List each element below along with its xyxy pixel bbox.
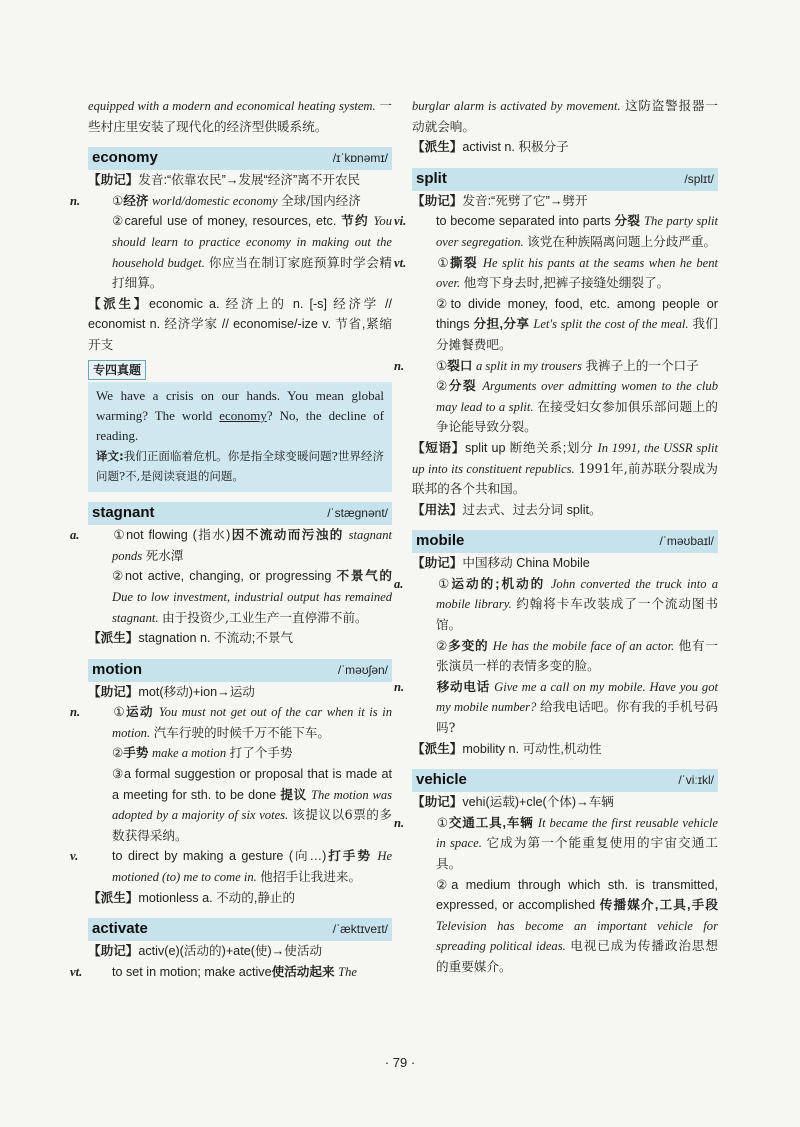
sense: ②分裂 Arguments over admitting women to the club may lead to a split. 在接受妇女参加俱乐部问题上的争论能导致分裂。 (436, 379, 719, 435)
exam-text: We have a crisis on our hands. You mean global warming? The world economy? No, the decline of reading. 译文:我们正面临着危机。你是指全球变暖问题?世界经济问题?不,是阅读衰退的问题。 (88, 382, 392, 492)
headword: stagnant (92, 504, 155, 522)
headword-bar (412, 530, 718, 553)
headword: mobile (416, 532, 465, 550)
entry-split (394, 168, 719, 521)
headword-bar (412, 168, 718, 191)
sense: ②not active, changing, or progressing 不景气的 Due to low investment, industrial output has remained stagnant. 由于投资少,工业生产一直停滞不前。 (112, 569, 393, 625)
headword-bar (88, 502, 392, 525)
derivatives: 【派生】economic a. 经济上的 n. [-s] 经济学 // economist n. 经济学家 // economise/-ize v. 节省,紧缩开支 (88, 296, 392, 352)
derivatives: 【派生】motionless a. 不动的,静止的 (88, 890, 296, 905)
phonetic: /ˈməʊʃən/ (337, 662, 388, 677)
entry-mobile (394, 530, 719, 759)
headword: economy (92, 149, 158, 167)
headword-bar (88, 147, 392, 170)
headword: vehicle (416, 771, 467, 789)
continued-example: equipped with a modern and economical heating system. 一些村庄里安装了现代化的经济型供暖系统。 (88, 98, 393, 134)
headword: split (416, 169, 447, 187)
mnemonic: 【助记】vehi(运载)+cle(个体)→车辆 (412, 795, 614, 810)
phonetic: /ˈæktɪveɪt/ (332, 922, 388, 937)
sense: n. ①交通工具,车辆 It became the first reusable vehicle in space. 它成为第一个能重复使用的宇宙交通工具。 (394, 815, 719, 871)
sense: vt. to set in motion; make active使活动起来 The (70, 964, 357, 979)
sense: a. ①not flowing (指水)因不流动而污浊的 stagnant ponds 死水潭 (70, 528, 393, 563)
phonetic: /ɪˈkɒnəmɪ/ (332, 151, 388, 166)
headword: activate (92, 920, 148, 938)
exam-box (88, 360, 392, 493)
mnemonic: 【助记】中国移动 China Mobile (412, 556, 590, 571)
derivatives: 【派生】activist n. 积极分子 (412, 140, 569, 155)
headword-bar (88, 659, 392, 682)
sense: ③a formal suggestion or proposal that is made at a meeting for sth. to be done 提议 The motion was adopted by a majority of six votes. 该提议以6票的多数获得采纳。 (112, 767, 393, 843)
headword-bar (88, 918, 392, 941)
sense: ②to divide money, food, etc. among people or things 分担,分享 Let's split the cost of the meal. 我们分摊餐费吧。 (436, 296, 719, 352)
sense: vi. to become separated into parts 分裂 The party split over segregation. 该党在种族隔离问题上分歧严重。 (394, 214, 719, 249)
sense: vt. ①撕裂 He split his pants at the seams when he bent over. 他弯下身去时,把裤子接缝处绷裂了。 (394, 255, 718, 291)
phonetic: /ˈməʊbaɪl/ (659, 534, 714, 549)
sense: ②手势 make a motion 打了个手势 (112, 745, 293, 761)
sense: ②多变的 He has the mobile face of an actor. 他有一张演员一样的表情多变的脸。 (436, 637, 719, 674)
phonetic: /ˈstæɡnənt/ (327, 506, 388, 521)
sense: n. ①裂口 a split in my trousers 我裤子上的一个口子 (394, 357, 699, 373)
phonetic: /ˈviːɪkl/ (678, 773, 714, 788)
derivatives: 【派生】stagnation n. 不流动;不景气 (88, 631, 294, 646)
right-column (394, 96, 719, 978)
usage: 【用法】过去式、过去分词 split。 (412, 502, 602, 517)
entry-vehicle (394, 769, 719, 977)
entry-economy (70, 147, 393, 492)
entry-stagnant (70, 502, 393, 649)
sense: ②a medium through which sth. is transmitted, expressed, or accomplished 传播媒介,工具,手段 Television has become an important vehicle for spreading political ideas. 电视已成为传播政治思想的重要媒介。 (436, 877, 719, 974)
mnemonic: 【助记】发音:“依靠农民”→发展“经济”离不开农民 (88, 173, 361, 188)
left-column (70, 96, 393, 982)
mnemonic: 【助记】activ(e)(活动的)+ate(使)→使活动 (88, 944, 323, 959)
entry-activate (70, 918, 392, 982)
derivatives: 【派生】mobility n. 可动性,机动性 (412, 741, 602, 756)
sense: v. to direct by making a gesture (向…)打手势 He motioned (to) me to come in. 他招手让我进来。 (70, 849, 393, 885)
continued-example: burglar alarm is activated by movement. 这防盗警报器一动就会响。 (412, 98, 719, 134)
entry-motion (70, 659, 393, 909)
phonetic: /splɪt/ (684, 171, 714, 186)
sense: a. ①运动的;机动的 John converted the truck into a mobile library. 约翰将卡车改装成了一个流动图书馆。 (394, 576, 719, 633)
headword: motion (92, 660, 142, 678)
sense: n. 移动电话 Give me a call on my mobile. Have you got my mobile number? 给我电话吧。你有我的手机号码吗? (394, 679, 719, 736)
sense: n. ①运动 You must not get out of the car when it is in motion. 汽车行驶的时候千万不能下车。 (70, 705, 393, 740)
sense: n. ①经济 world/domestic economy 全球/国内经济 (70, 192, 361, 208)
phrases: 【短语】split up 断绝关系;划分 In 1991, the USSR split up into its constituent republics. 1991年,前苏联分裂成为联邦的各个共和国。 (412, 440, 719, 497)
headword-bar (412, 769, 718, 792)
mnemonic: 【助记】发音:“死劈了它”→劈开 (412, 193, 588, 208)
exam-label: 专四真题 (88, 360, 146, 380)
page-number: · 79 · (384, 1055, 416, 1070)
sense: ②careful use of money, resources, etc. 节约 You should learn to practice economy in making out the household budget. 你应当在制订家庭预算时学会精打细算。 (112, 214, 393, 291)
mnemonic: 【助记】mot(移动)+ion→运动 (88, 684, 255, 699)
